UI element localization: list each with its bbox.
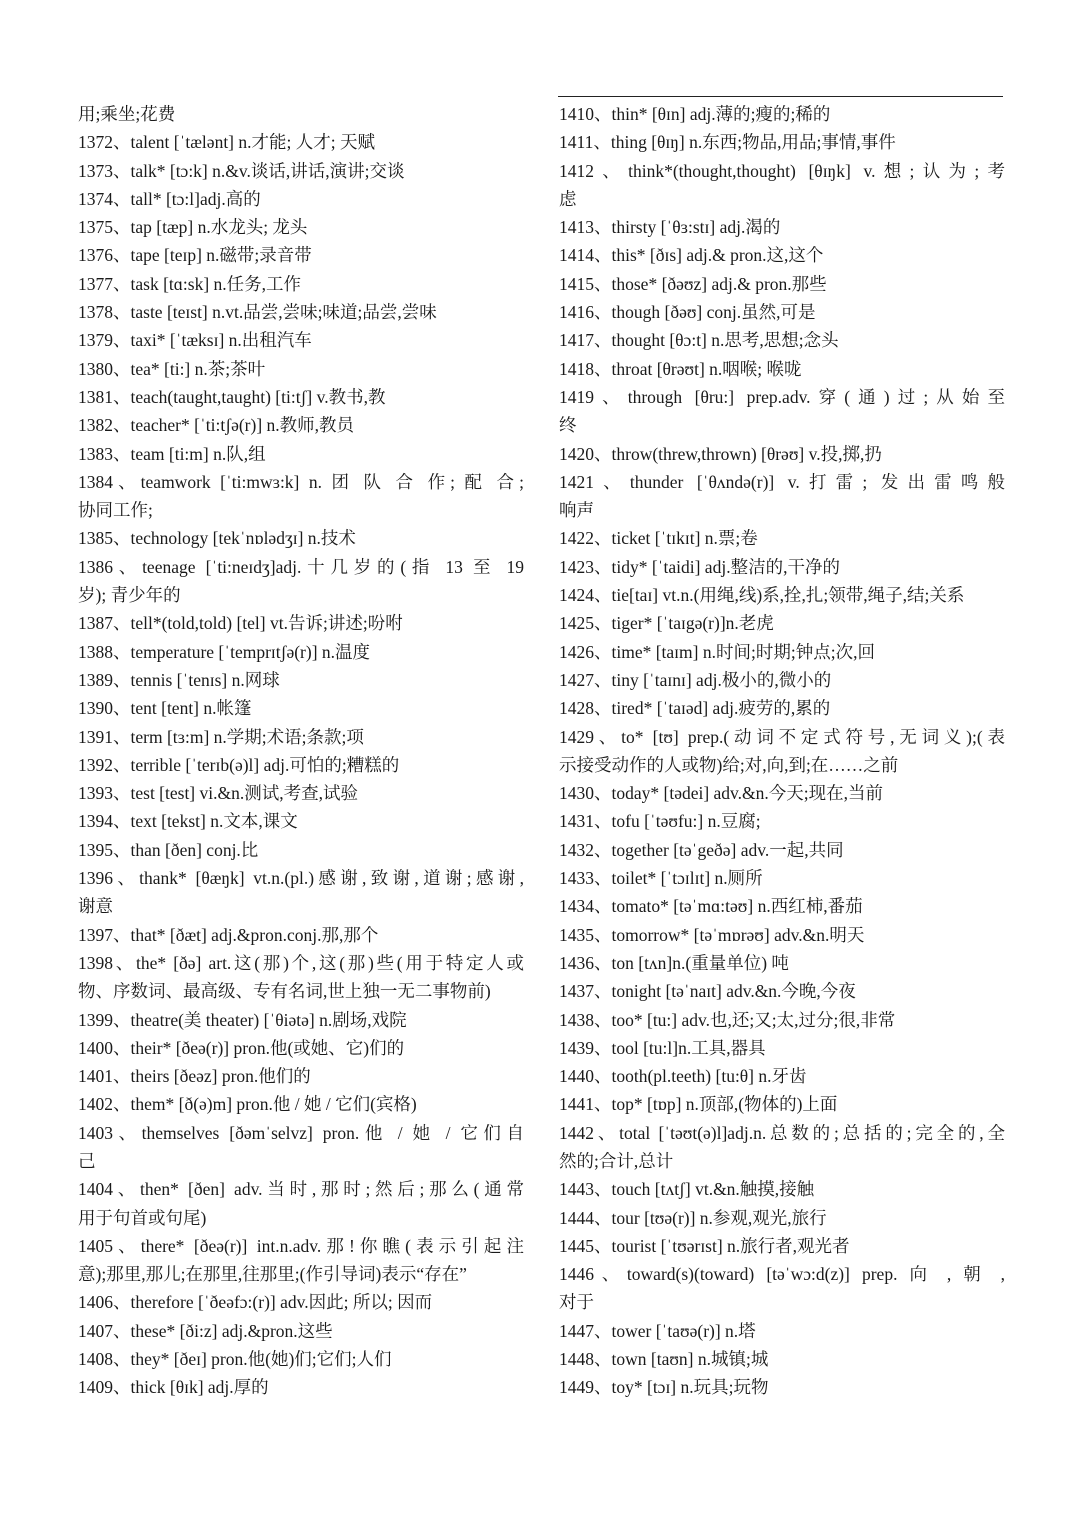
vocab-line: 1398、the* [ðə] art.这(那)个,这(那)些(用于特定人或 bbox=[78, 952, 524, 973]
vocab-line: 1383、team [ti:m] n.队,组 bbox=[78, 443, 266, 464]
vocab-line: 1399、theatre(美 theater) [ˈθiətə] n.剧场,戏院 bbox=[78, 1009, 407, 1030]
vocab-line: 1426、time* [taɪm] n.时间;时期;钟点;次,回 bbox=[559, 641, 875, 662]
vocab-line: 1406、therefore [ˈðeəfɔ:(r)] adv.因此; 所以; 因而 bbox=[78, 1292, 433, 1313]
vocab-line: 1379、taxi* [ˈtæksɪ] n.出租汽车 bbox=[78, 330, 312, 351]
vocab-line: 1403、themselves [ðəmˈselvz] pron.他 / 她 / 它们自 bbox=[78, 1122, 524, 1143]
vocab-line: 1424、tie[taɪ] vt.n.(用绳,线)系,拴,扎;领带,绳子,结;关系 bbox=[559, 585, 965, 606]
vocab-line: 1416、though [ðəʊ] conj.虽然,可是 bbox=[559, 302, 816, 323]
vocab-line: 1441、top* [tɒp] n.顶部,(物体的)上面 bbox=[559, 1094, 838, 1115]
vocab-line: 1395、than [ðen] conj.比 bbox=[78, 839, 259, 860]
header-rule bbox=[558, 96, 1003, 97]
vocab-line: 1375、tap [tæp] n.水龙头; 龙头 bbox=[78, 217, 308, 238]
vocab-line: 1391、term [tɜ:m] n.学期;术语;条款;项 bbox=[78, 726, 364, 747]
vocab-line: 1422、ticket [ˈtɪkɪt] n.票;卷 bbox=[559, 528, 758, 549]
vocab-line: 1434、tomato* [təˈmɑ:təʊ] n.西红柿,番茄 bbox=[559, 896, 863, 917]
vocab-line: 虑 bbox=[559, 188, 577, 209]
vocab-line: 1447、tower [ˈtaʊə(r)] n.塔 bbox=[559, 1320, 756, 1341]
vocab-line: 己 bbox=[78, 1150, 96, 1171]
vocab-line: 1405、there* [ðeə(r)] int.n.adv.那!你瞧(表示引起注 bbox=[78, 1235, 524, 1256]
vocab-line: 1448、town [taʊn] n.城镇;城 bbox=[559, 1349, 769, 1370]
vocab-line: 1396、thank* [θæŋk] vt.n.(pl.)感谢,致谢,道谢;感谢, bbox=[78, 868, 524, 889]
vocab-line: 1380、tea* [ti:] n.茶;茶叶 bbox=[78, 358, 266, 379]
vocab-line: 1412、think*(thought,thought) [θɪŋk] v.想;认为;考 bbox=[559, 160, 1005, 181]
left-column bbox=[78, 100, 524, 1402]
vocab-line: 1421、thunder [ˈθʌndə(r)] v.打雷; 发出雷鸣般 bbox=[559, 471, 1005, 492]
vocab-line: 协同工作; bbox=[78, 500, 153, 521]
vocab-line: 用;乘坐;花费 bbox=[78, 104, 176, 124]
vocab-line: 谢意 bbox=[78, 896, 113, 917]
vocab-line: 1444、tour [tʊə(r)] n.参观,观光,旅行 bbox=[559, 1207, 827, 1228]
vocab-line: 1410、thin* [θɪn] adj.薄的;瘦的;稀的 bbox=[559, 104, 831, 124]
vocab-line: 1392、terrible [ˈterɪb(ə)l] adj.可怕的;糟糕的 bbox=[78, 754, 400, 775]
vocab-line: 1408、they* [ðeɪ] pron.他(她)们;它们;人们 bbox=[78, 1349, 392, 1370]
vocab-line: 1404、then* [ðen] adv.当时,那时;然后;那么(通常 bbox=[78, 1179, 524, 1200]
vocab-line: 1397、that* [ðæt] adj.&pron.conj.那,那个 bbox=[78, 924, 379, 945]
vocab-line: 1373、talk* [tɔ:k] n.&v.谈话,讲话,演讲;交谈 bbox=[78, 160, 405, 181]
vocab-line: 物、序数词、最高级、专有名词,世上独一无二事物前) bbox=[78, 981, 491, 1002]
vocab-line: 1376、tape [teɪp] n.磁带;录音带 bbox=[78, 245, 312, 266]
right-column bbox=[559, 100, 1005, 1402]
vocab-line: 1420、throw(threw,thrown) [θrəʊ] v.投,掷,扔 bbox=[559, 443, 882, 464]
vocab-line: 1386、teenage [ˈti:neɪdʒ]adj.十几岁的(指 13 至 19 bbox=[78, 556, 524, 577]
vocab-line: 1407、these* [ði:z] adj.&pron.这些 bbox=[78, 1320, 333, 1341]
vocab-line: 1378、taste [teɪst] n.vt.品尝,尝味;味道;品尝,尝味 bbox=[78, 302, 437, 323]
vocab-line: 1427、tiny [ˈtaɪnɪ] adj.极小的,微小的 bbox=[559, 669, 832, 690]
vocab-line: 1442、total [ˈtəʊt(ə)l]adj.n.总数的;总括的;完全的,全 bbox=[559, 1122, 1005, 1143]
vocab-line: 1374、tall* [tɔ:l]adj.高的 bbox=[78, 188, 261, 209]
vocab-line: 1384、teamwork [ˈti:mwɜ:k] n. 团 队 合 作; 配 合; bbox=[78, 471, 524, 492]
vocab-line: 1437、tonight [təˈnaɪt] adv.&n.今晚,今夜 bbox=[559, 981, 856, 1002]
vocab-line: 1382、teacher* [ˈti:tʃə(r)] n.教师,教员 bbox=[78, 415, 355, 436]
vocab-line: 1436、ton [tʌn]n.(重量单位) 吨 bbox=[559, 952, 789, 973]
vocab-line: 1401、theirs [ðeəz] pron.他们的 bbox=[78, 1066, 311, 1087]
vocab-line: 1411、thing [θɪŋ] n.东西;物品,用品;事情,事件 bbox=[559, 132, 896, 153]
vocab-line: 1438、too* [tu:] adv.也,还;又;太,过分;很,非常 bbox=[559, 1009, 896, 1030]
vocab-line: 1385、technology [tekˈnɒlədʒɪ] n.技术 bbox=[78, 528, 356, 549]
vocab-line: 1389、tennis [ˈtenɪs] n.网球 bbox=[78, 669, 280, 690]
vocab-line: 1409、thick [θɪk] adj.厚的 bbox=[78, 1377, 269, 1398]
vocab-line: 1431、tofu [ˈtəʊfu:] n.豆腐; bbox=[559, 811, 761, 832]
vocab-line: 1390、tent [tent] n.帐篷 bbox=[78, 698, 252, 719]
vocab-line: 1393、test [test] vi.&n.测试,考查,试验 bbox=[78, 783, 358, 804]
vocab-line: 1377、task [tɑ:sk] n.任务,工作 bbox=[78, 273, 302, 294]
vocab-line: 1446、toward(s)(toward) [təˈwɔ:d(z)] prep. 向 , 朝 , bbox=[559, 1264, 1005, 1285]
vocab-line: 然的;合计,总计 bbox=[559, 1150, 674, 1171]
vocab-line: 1433、toilet* [ˈtɔɪlɪt] n.厕所 bbox=[559, 868, 763, 889]
vocab-line: 1402、them* [ð(ə)m] pron.他 / 她 / 它们(宾格) bbox=[78, 1094, 417, 1115]
vocab-line: 1445、tourist [ˈtʊərɪst] n.旅行者,观光者 bbox=[559, 1235, 850, 1256]
vocab-line: 1394、text [tekst] n.文本,课文 bbox=[78, 811, 298, 832]
vocab-line: 1440、tooth(pl.teeth) [tu:θ] n.牙齿 bbox=[559, 1066, 807, 1087]
vocab-line: 1388、temperature [ˈtemprɪtʃə(r)] n.温度 bbox=[78, 641, 371, 662]
vocab-line: 1449、toy* [tɔɪ] n.玩具;玩物 bbox=[559, 1377, 769, 1398]
vocab-line: 意);那里,那儿;在那里,往那里;(作引导词)表示“存在” bbox=[78, 1264, 467, 1285]
vocab-line: 示接受动作的人或物)给;对,向,到;在……之前 bbox=[559, 754, 899, 775]
vocab-line: 1415、those* [ðəʊz] adj.& pron.那些 bbox=[559, 273, 827, 294]
vocab-line: 1425、tiger* [ˈtaɪgə(r)]n.老虎 bbox=[559, 613, 774, 634]
vocab-line: 1372、talent [ˈtælənt] n.才能; 人才; 天赋 bbox=[78, 132, 375, 153]
vocab-line: 1417、thought [θɔ:t] n.思考,思想;念头 bbox=[559, 330, 839, 351]
vocab-line: 1413、thirsty [ˈθɜ:stɪ] adj.渴的 bbox=[559, 217, 781, 238]
vocab-line: 终 bbox=[559, 415, 577, 436]
vocab-line: 1430、today* [tədei] adv.&n.今天;现在,当前 bbox=[559, 783, 884, 804]
vocab-line: 1419、through [θru:] prep.adv.穿(通)过;从始至 bbox=[559, 386, 1005, 407]
vocab-line: 1443、touch [tʌtʃ] vt.&n.触摸,接触 bbox=[559, 1179, 815, 1200]
vocab-line: 1429、to* [tʊ] prep.(动词不定式符号,无词义);(表 bbox=[559, 726, 1005, 747]
vocab-line: 岁); 青少年的 bbox=[78, 585, 181, 606]
vocab-line: 1432、together [təˈgeðə] adv.一起,共同 bbox=[559, 839, 844, 860]
vocab-line: 响声 bbox=[559, 500, 594, 521]
vocab-line: 1418、throat [θrəʊt] n.咽喉; 喉咙 bbox=[559, 358, 802, 379]
vocab-line: 对于 bbox=[559, 1292, 594, 1313]
vocab-line: 1423、tidy* [ˈtaidi] adj.整洁的,干净的 bbox=[559, 556, 840, 577]
vocab-line: 1414、this* [ðɪs] adj.& pron.这,这个 bbox=[559, 245, 824, 266]
vocab-line: 1381、teach(taught,taught) [ti:tʃ] v.教书,教 bbox=[78, 386, 386, 407]
vocab-line: 1428、tired* [ˈtaɪəd] adj.疲劳的,累的 bbox=[559, 698, 831, 719]
vocab-line: 1400、their* [ðeə(r)] pron.他(或她、它)们的 bbox=[78, 1037, 405, 1058]
vocab-line: 1439、tool [tu:l]n.工具,器具 bbox=[559, 1037, 766, 1058]
vocab-line: 1435、tomorrow* [təˈmɒrəʊ] adv.&n.明天 bbox=[559, 924, 865, 945]
vocab-line: 1387、tell*(told,told) [tel] vt.告诉;讲述;吩咐 bbox=[78, 613, 403, 634]
vocab-line: 用于句首或句尾) bbox=[78, 1207, 207, 1228]
